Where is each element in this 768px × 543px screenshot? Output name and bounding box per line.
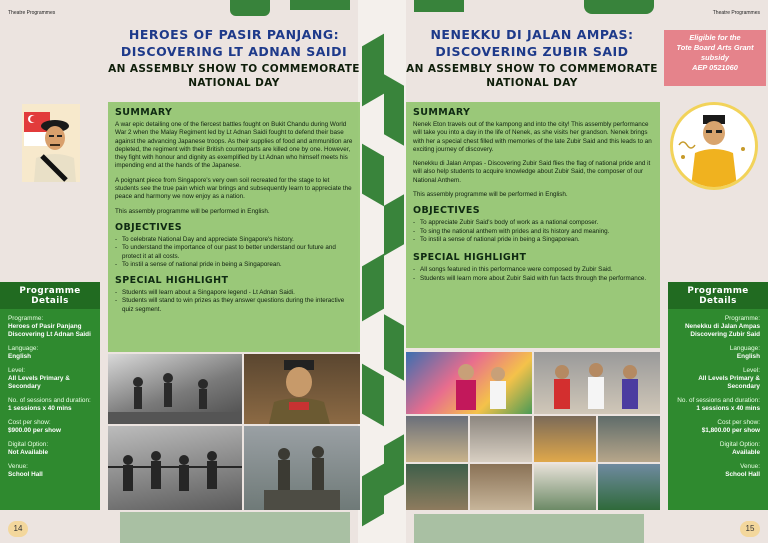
detail-item [668,367,768,391]
list-item: - Students will learn more about Zubir Said with fun facts through the performance. [413,275,653,283]
performance-photo [534,464,596,510]
summary-paragraph: This assembly programme will be performed in English. [115,207,270,215]
detail-label: Language: [729,345,760,352]
title-line: HEROES OF PASIR PANJANG: [128,27,340,42]
detail-item [0,345,100,361]
detail-item [668,315,768,339]
objectives-list [115,236,353,269]
soldier-portrait-illustration [22,104,80,182]
list-item: - To celebrate National Day and appreciate Singapore's history. [115,236,353,244]
programme-details-panel [0,282,100,510]
detail-label: Level: [8,367,26,374]
badge-line: AEP 0521060 [692,63,738,72]
detail-item [0,397,100,413]
subtitle-line: AN ASSEMBLY SHOW TO COMMEMORATE [108,63,360,75]
detail-value: Heroes of Pasir Panjang Discovering Lt Adnan Saidi [8,323,91,338]
title-line: NENEKKU DI JALAN AMPAS: [430,27,634,42]
performance-photo [406,416,468,462]
highlight-heading: SPECIAL HIGHLIGHT [413,252,527,264]
page-number: 15 [740,521,760,537]
detail-label: Digital Option: [719,441,760,448]
detail-item [0,441,100,457]
summary-heading: SUMMARY [413,107,471,118]
badge-line: subsidy [701,53,729,62]
page-number: 14 [8,521,28,537]
detail-label: Programme: [8,315,44,322]
detail-value: 1 sessions x 40 mins [696,405,760,412]
content-panel [108,102,360,352]
decorative-shape [230,0,270,16]
summary-heading: SUMMARY [115,107,173,118]
list-item: - To instil a sense of national pride in being a Singaporean. [413,236,653,244]
details-heading: Programme Details [668,282,768,309]
badge-line: Eligible for the [689,33,741,42]
decorative-shape [414,0,464,12]
list-item: - Students will stand to win prizes as they answer questions during the interactive quiz segment. [115,297,353,314]
archival-photo [108,426,242,510]
detail-label: Cost per show: [717,419,760,426]
right-page [384,0,768,543]
performance-photo [598,416,660,462]
zubir-said-portrait-illustration [670,102,758,190]
detail-label: Programme: [724,315,760,322]
detail-value: 1 sessions x 40 mins [8,405,72,412]
subtitle-line: NATIONAL DAY [188,77,280,89]
decorative-shape [120,512,350,543]
performance-photo [470,464,532,510]
subtitle-line: AN ASSEMBLY SHOW TO COMMEMORATE [406,63,658,75]
detail-value: Not Available [8,449,49,456]
summary-paragraph: A poignant piece from Singapore's very own soil recreated for the stage to let students see the true pain which war brings and subsequently learn to appreciate the peace and harmony we now enjoy as a nation. [115,176,352,201]
detail-value: English [8,353,32,360]
detail-item [668,419,768,435]
title-line: DISCOVERING ZUBIR SAID [435,44,629,59]
title-line: DISCOVERING LT ADNAN SAIDI [120,44,348,59]
highlights-list [115,289,353,314]
badge-line: Tote Board Arts Grant [676,43,754,52]
detail-value: School Hall [8,471,43,478]
programme-details-panel [668,282,768,510]
running-header: Theatre Programmes [712,10,760,16]
highlight-heading: SPECIAL HIGHLIGHT [115,275,229,287]
objectives-heading: OBJECTIVES [115,221,183,233]
detail-item [0,419,100,435]
detail-value: $900.00 per show [8,427,61,434]
performance-photo [470,416,532,462]
detail-value: All Levels Primary & Secondary [8,375,70,390]
summary-paragraph: Nenekku di Jalan Ampas - Discovering Zubir Said flies the flag of national pride and it will also help students to acquire knowledge about Zubir Said, the composer of our National Anthem. [413,160,651,184]
list-item: - Students will learn about a Singapore legend - Lt Adnan Saidi. [115,289,353,297]
statue-photo [244,426,360,510]
detail-label: No. of sessions and duration: [8,397,91,404]
programme-title [108,26,360,90]
detail-item [0,463,100,479]
performance-photo [406,464,468,510]
detail-label: Digital Option: [8,441,49,448]
archival-photo [108,354,242,424]
detail-item [0,367,100,391]
photo-collage [406,352,660,510]
performance-photo [534,416,596,462]
lt-adnan-photo [244,354,360,424]
details-heading: Programme Details [0,282,100,309]
detail-value: School Hall [725,471,760,478]
detail-label: No. of sessions and duration: [677,397,760,404]
summary-paragraph: This assembly programme will be performed in English. [413,191,568,199]
photo-collage [108,354,360,510]
detail-label: Venue: [8,463,28,470]
detail-value: English [736,353,760,360]
detail-item [668,463,768,479]
summary-paragraph: Nenek Eton travels out of the kampong and into the city! This assembly performance will take you into a day in the life of Nenek, as she visits her grandson. Nenek brings with her a special chest filled with memories of the late Zubir Said and this leads to an exciting journey of discovery. [413,121,652,153]
decorative-shape [414,514,644,543]
content-panel [406,102,660,348]
detail-label: Language: [8,345,39,352]
list-item: - To appreciate Zubir Said's body of work as a national composer. [413,219,653,227]
performance-photo [598,464,660,510]
detail-value: Nenekku di Jalan Ampas Discovering Zubir Said [684,323,760,338]
list-item: - To understand the importance of our past to better understand our future and protect it at all costs. [115,244,353,261]
performance-photo [534,352,660,414]
detail-label: Venue: [740,463,760,470]
detail-item [668,397,768,413]
list-item: - To sing the national anthem with prides and its history and meaning. [413,228,653,236]
detail-value: $1,800.00 per show [701,427,760,434]
grant-eligibility-badge [664,30,766,86]
detail-label: Cost per show: [8,419,51,426]
detail-label: Level: [742,367,760,374]
decorative-shape [384,74,404,146]
detail-item [668,345,768,361]
objectives-list [413,219,653,244]
objectives-heading: OBJECTIVES [413,205,481,217]
decorative-shape [362,34,384,107]
list-item: - All songs featured in this performance were composed by Zubir Said. [413,266,653,274]
running-header: Theatre Programmes [8,10,56,16]
list-item: - To instil a sense of national pride in being a Singaporean. [115,261,353,269]
subtitle-line: NATIONAL DAY [486,77,578,89]
decorative-shape [290,0,350,10]
decorative-shape [384,314,404,381]
detail-item [668,441,768,457]
detail-value: All Levels Primary & Secondary [698,375,760,390]
highlights-list [413,266,653,283]
detail-value: Available [732,449,760,456]
decorative-shape [584,0,654,14]
performance-photo [406,352,532,414]
detail-item [0,315,100,339]
summary-paragraph: A war epic detailing one of the fiercest battles fought on Bukit Chandu during World War 2 when the Malay Regiment led by Lt Adnan Saidi fought to defend their base against the advancing Japanese troops. As their supplies of food and ammunition are depleted, the regiment with their British counterparts are killed one by one. However, they fight with honour and dignity as exemplified by Lt Adnan who himself meets his impending end at the hands of the Japanese. [115,121,353,170]
programme-title [406,26,658,90]
